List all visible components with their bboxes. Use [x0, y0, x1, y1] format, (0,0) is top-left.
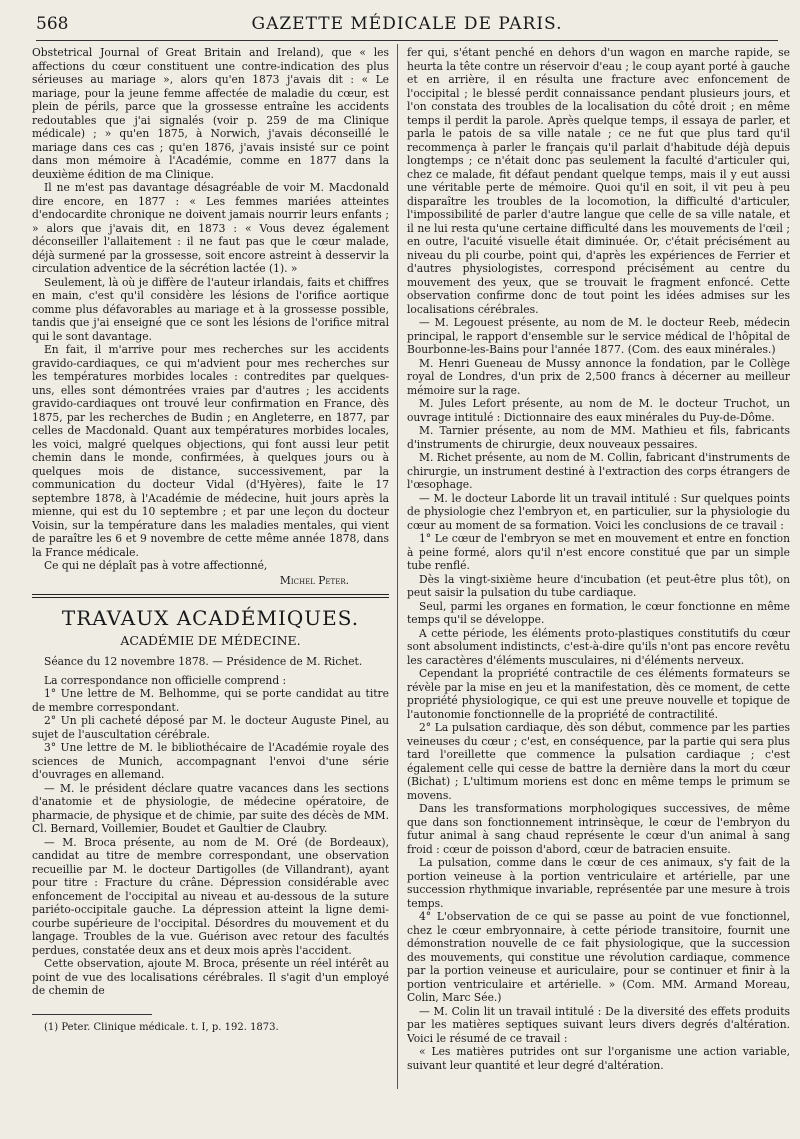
paragraph: Ce qui ne déplaît pas à votre affectionné, — [44, 559, 268, 572]
paragraph: Cependant la propriété contractile de ces éléments formateurs se révèle par la mise en jeu et la manifestation, dès ce moment, de cette propriété physiologique, ce qui est une preuve nouvelle et topique de l'autonomie fonctionnelle de la propriété de contractilité. — [407, 667, 790, 721]
paragraph: Il ne m'est pas davantage désagréable de voir M. Macdonald dire encore, en 1877 : « Les femmes mariées atteintes d'endocardite chronique ne doivent jamais nourrir leurs enfants ; » alors que j'avais dit, en 1873 : « Vous devez également déconseiller l'allaitement : il ne faut pas que le cœur malade, déjà surmené par la grossesse, soit encore astreint à desservir la circulation adventice de la sécrétion lactée (1). » — [32, 181, 389, 275]
paragraph: La pulsation, comme dans le cœur de ces animaux, s'y fait de la portion veineuse à la portion ventriculaire et artérielle, par une succession rhythmique invariable, représentée par une mesure à trois temps. — [407, 856, 790, 910]
paragraph: 1° Le cœur de l'embryon se met en mouvement et entre en fonction à peine formé, alors qu'il n'est encore constitué que par un simple tube renflé. — [407, 532, 790, 572]
paragraph: — M. le président déclare quatre vacances dans les sections d'anatomie et de physiologie, de médecine opératoire, de pharmacie, de physique et de chimie, par suite des décès de MM. Cl. Bernard, Voillemier, Boudet et Gaultier de Claubry. — [32, 781, 389, 835]
paragraph: Seulement, là où je diffère de l'auteur irlandais, faits et chiffres en main, c'est qu'il considère les lésions de l'orifice aortique comme plus défavorables au mariage et à la grossesse possible, tandis que j'ai enseigné que ce sont les lésions de l'orifice mitral qui le sont davantage. — [32, 275, 389, 343]
paragraph: 1° Une lettre de M. Belhomme, qui se porte candidat au titre de membre correspondant. — [32, 687, 389, 714]
paragraph: M. Tarnier présente, au nom de MM. Mathieu et fils, fabricants d'instruments de chirurgie, deux nouveaux pessaires. — [407, 424, 790, 451]
paragraph: — M. Broca présente, au nom de M. Oré (de Bordeaux), candidat au titre de membre correspondant, une observation recueillie par M. le docteur Dartigolles (de Villandrant), ayant pour titre : Fracture du crâne. Dépression considérable avec enfoncement de l'occipital au niveau et au-dessous de la suture pariéto-occipitale gauche. La dépression atteint la ligne demi-courbe supérieure de l'occipital. Désordres du mouvement et du langage. Troubles de la vue. Guérison avec retour des facultés perdues, constatée deux ans et deux mois après l'accident. — [32, 835, 389, 957]
footnote-rule — [32, 1014, 152, 1015]
section-title: TRAVAUX ACADÉMIQUES. — [61, 606, 360, 630]
paragraph: « Les matières putrides ont sur l'organisme une action variable, suivant leur quantité et leur degré d'altération. — [407, 1045, 790, 1072]
paragraph: La correspondance non officielle comprend : — [44, 673, 287, 687]
right-column — [407, 46, 790, 1132]
section-subtitle: ACADÉMIE DE MÉDECINE. — [120, 633, 301, 648]
section-divider — [32, 594, 389, 598]
journal-title: GAZETTE MÉDICALE DE PARIS. — [251, 14, 563, 34]
paragraph: 2° Un pli cacheté déposé par M. le docteur Auguste Pinel, au sujet de l'auscultation cérébrale. — [32, 714, 389, 741]
paragraph: 3° Une lettre de M. le bibliothécaire de l'Académie royale des sciences de Munich, accompagnant l'envoi d'une série d'ouvrages en allemand. — [32, 741, 389, 781]
page-header — [36, 10, 778, 41]
paragraph: — M. Legouest présente, au nom de M. le docteur Reeb, médecin principal, le rapport d'ensemble sur le service médical de l'hôpital de Bourbonne-les-Bains pour l'année 1877. (Com. des eaux minérales.) — [407, 316, 790, 356]
column-divider — [397, 44, 398, 1089]
paragraph: En fait, il m'arrive pour mes recherches sur les accidents gravido-cardiaques, ce qui m'advient pour mes recherches sur les températures morbides locales : contredites par quelques-uns, elles sont démontrées vraies par d'autres ; les accidents gravido-cardiaques ont trouvé leur confirmation en France, dès 1875, par les recherches de Budin ; en Angleterre, en 1877, par celles de Macdonald. Quant aux températures morbides locales, les voici, malgré quelques objections, qui font aussi leur petit chemin dans le monde, confirmées, à quelques jours ou à quelques mois de distance, successivement, par la communication du docteur Vidal (d'Hyères), faite le 17 septembre 1878, à l'Académie de médecine, huit jours après la mienne, qui est du 10 septembre ; et par une leçon du docteur Voisin, sur la température dans les maladies mentales, qui vient de paraître les 6 et 9 novembre de cette même année 1878, dans la France médicale. — [32, 343, 389, 559]
seance-line: Séance du 12 novembre 1878. — Présidence de M. Richet. — [44, 655, 363, 668]
paragraph: M. Richet présente, au nom de M. Collin, fabricant d'instruments de chirurgie, un instrument destiné à l'extraction des corps étrangers de l'œsophage. — [407, 451, 790, 491]
paragraph: Cette observation, ajoute M. Broca, présente un réel intérêt au point de vue des localisations cérébrales. Il s'agit d'un employé de chemin de — [32, 957, 389, 997]
paragraph: Dans les transformations morphologiques successives, de même que dans son fonctionnement intrinsèque, le cœur de l'embryon du futur animal à sang chaud représente le cœur d'un animal à sang froid : cœur de poisson d'abord, cœur de batracien ensuite. — [407, 802, 790, 856]
paragraph: A cette période, les éléments proto-plastiques constitutifs du cœur sont absolument indistincts, c'est-à-dire qu'ils n'ont pas encore revêtu les caractères d'éléments musculaires, ni d'éléments nerveux. — [407, 626, 790, 667]
paragraph: — M. Colin lit un travail intitulé : De la diversité des effets produits par les matières septiques suivant leurs divers degrés d'altération. Voici le résumé de ce travail : — [407, 1004, 790, 1045]
signature: Michel Peter. — [279, 573, 349, 587]
paragraph: M. Jules Lefort présente, au nom de M. le docteur Truchot, un ouvrage intitulé : Dictionnaire des eaux minérales du Puy-de-Dôme. — [407, 397, 790, 424]
paragraph: Seul, parmi les organes en formation, le cœur fonctionne en même temps qu'il se développe. — [407, 599, 790, 626]
paragraph: M. Henri Gueneau de Mussy annonce la fondation, par le Collège royal de Londres, d'un prix de 2,500 francs à décerner au meilleur mémoire sur la rage. — [407, 356, 790, 397]
left-column — [32, 46, 389, 1132]
paragraph: Obstetrical Journal of Great Britain and Ireland), que « les affections du cœur constituent une contre-indication des plus sérieuses au mariage », alors qu'en 1873 j'avais dit : « Le mariage, pour la jeune femme affectée de maladie du cœur, est plein de périls, parce que la grossesse entraîne les accidents redoutables que j'ai signalés (voir p. 259 de ma Clinique médicale) ; » qu'en 1875, à Norwich, j'avais déconseillé le mariage dans ces cas ; qu'en 1876, j'avais insisté sur ce point dans mon mémoire à l'Académie, comme en 1877 dans la deuxième édition de ma Clinique. — [32, 46, 389, 181]
footnote: (1) Peter. Clinique médicale. t. I, p. 192. 1873. — [44, 1021, 279, 1033]
paragraph: 4° L'observation de ce qui se passe au point de vue fonctionnel, chez le cœur embryonnaire, à cette période transitoire, fournit une démonstration nouvelle de ce fait physiologique, que la succession des mouvements, qui constitue une révolution cardiaque, commence par la portion veineuse et auriculaire, pour se continuer et finir à la portion ventriculaire et artérielle. » (Com. MM. Armand Moreau, Colin, Marc Sée.) — [407, 910, 790, 1004]
paragraph: 2° La pulsation cardiaque, dès son début, commence par les parties veineuses du cœur ; c'est, en conséquence, par la partie qui sera plus tard l'oreillette que commence la pulsation cardiaque ; c'est également celle qui cesse de battre la dernière dans la mort du cœur (Bichat) ; L'ultimum moriens est donc en même temps le primum se movens. — [407, 721, 790, 802]
paragraph: fer qui, s'étant penché en dehors d'un wagon en marche rapide, se heurta la tête contre un réservoir d'eau ; le coup ayant porté à gauche et en arrière, il en résulta une fracture avec enfoncement de l'occipital ; le blessé perdit connaissance pendant plusieurs jours, et l'on constata des troubles de la localisation du côté droit ; en même temps il perdit la parole. Après quelque temps, il essaya de parler, et parla le patois de sa ville natale ; ce ne fut que plus tard qu'il recommença à parler le français qu'il parlait d'habitude déjà depuis longtemps ; ce n'était donc pas seulement la faculté d'articuler qui, chez ce malade, fit défaut pendant quelque temps, mais il y eut aussi une véritable perte de mémoire. Quoi qu'il en soit, il vit peu à peu disparaître les troubles de la locomotion, la difficulté d'articuler, l'impossibilité de parler d'autre langue que celle de sa ville natale, et il ne lui resta qu'une certaine difficulté dans les mouvements de l'œil ; en outre, l'acuité visuelle était diminuée. Or, c'était précisément au niveau du pli courbe, point qui, d'après les expériences de Ferrier et d'autres physiologistes, correspond précisément au centre du mouvement des yeux, que se trouvait le fragment enfoncé. Cette observation confirme donc de tout point les idées admises sur les localisations cérébrales. — [407, 46, 790, 316]
paragraph: Dès la vingt-sixième heure d'incubation (et peut-être plus tôt), on peut saisir la pulsation du tube cardiaque. — [407, 572, 790, 599]
paragraph: — M. le docteur Laborde lit un travail intitulé : Sur quelques points de physiologie chez l'embryon et, en particulier, sur la physiologie du cœur au moment de sa formation. Voici les conclusions de ce travail : — [407, 491, 790, 532]
page-number: 568 — [36, 14, 69, 34]
